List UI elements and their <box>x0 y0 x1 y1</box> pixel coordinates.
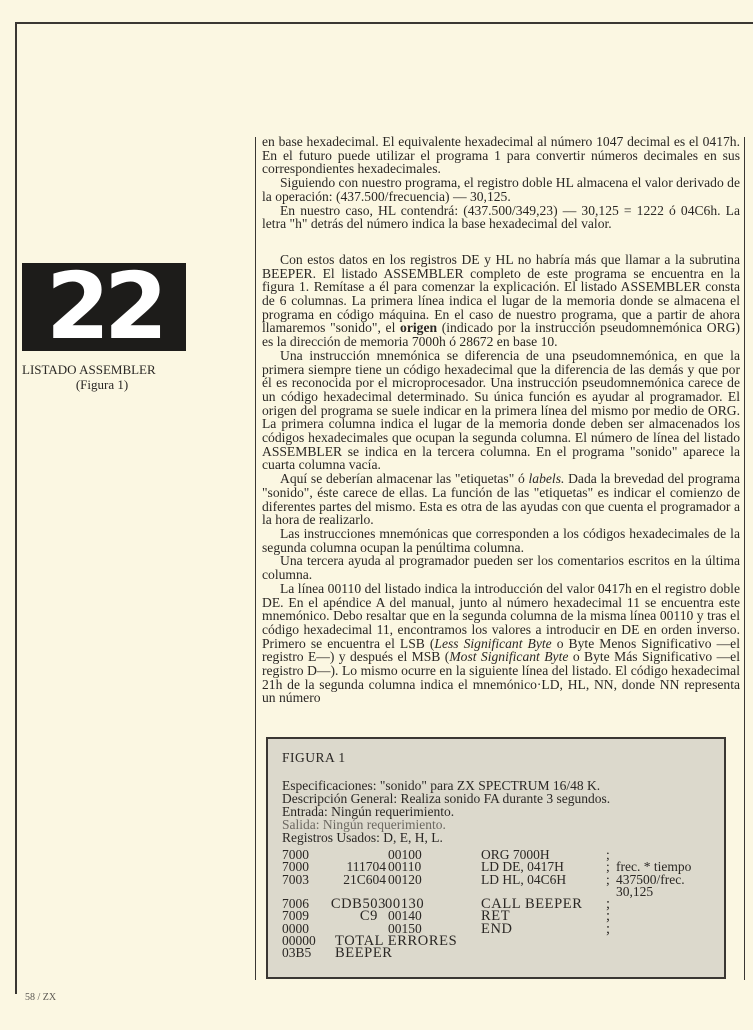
paragraph-1: en base hexadecimal. El equivalente hexadecimal al número 1047 decimal es el 0417h. En el futuro puede utilizar el programa 1 para convertir números decimales en sus correspondientes hexadecimales. <box>262 134 740 177</box>
comment-marker: ; <box>606 920 611 937</box>
text-run: La línea 00110 del listado indica la introducción del valor 0417h en el registro doble DE. En el apéndice A del manual, junto al número hexadecimal 11 se encuentra este mnemónico. Debo resaltar que en la segunda columna de la misma línea 00110 y tras el código hexadecimal 11, encontramos los valores a introducir en DE en orden inverso. Primero se encuentra el LSB ( <box>262 580 740 651</box>
paragraph-8: Una tercera ayuda al programador pueden ser los comentarios escritos en la última columna. <box>262 553 740 583</box>
figure-title: FIGURA 1 <box>282 750 346 765</box>
section-figure-ref: (Figura 1) <box>75 377 129 392</box>
address: 03B5 <box>282 945 312 961</box>
mnemonic: LD HL, 04C6H <box>481 871 567 887</box>
paragraph-3: En nuestro caso, HL contendrá: (437.500/349,23) — 30,125 = 1222 ó 04C6h. La letra "h" detrás del número indica la base hexadecimal del valor. <box>262 202 740 232</box>
paragraph-2: Siguiendo con nuestro programa, el registro doble HL almacena el valor derivado de la operación: (437.500/frecuencia) — 30,125. <box>262 175 740 204</box>
section-caption <box>22 362 182 392</box>
mnemonic: RET <box>481 908 511 925</box>
mnemonic: END <box>481 920 513 937</box>
comment-marker: ; <box>606 871 610 887</box>
figure-specs <box>282 779 610 844</box>
paragraph-9 <box>262 582 740 705</box>
comment-marker: ; <box>606 908 611 925</box>
mnemonic: ORG 7000H <box>481 847 550 862</box>
article-body <box>262 135 740 705</box>
address: 7000 <box>282 847 309 862</box>
text-run: Aquí se deberían almacenar las "etiquetas" ó <box>280 471 529 487</box>
italic-term: Most Significant Byte <box>449 649 569 665</box>
text-run: Dada la brevedad del programa "sonido", éste carece de ellas. La función de las "etiquetas" es indicar el comienzo de diferentes partes del mismo. Esta es otra de las ayudas con que cuenta el programador a la hora de realizarlo. <box>262 471 740 528</box>
spec-line: Descripción General: Realiza sonido FA durante 3 segundos. <box>282 791 611 806</box>
hex-code: 111704 <box>346 859 386 875</box>
section-number-badge: 22 <box>22 263 186 351</box>
paragraph-6 <box>262 472 740 527</box>
total-label: TOTAL ERRORES <box>335 933 458 950</box>
hex-code: CDB503 <box>330 896 386 913</box>
address: 7006 <box>282 896 309 912</box>
frame-left-rule <box>15 22 17 994</box>
line-number: 00150 <box>388 920 422 936</box>
address: 7000 <box>282 859 309 875</box>
line-number: 00130 <box>385 896 425 913</box>
comment: 30,125 <box>616 883 654 899</box>
line-number: 00100 <box>388 847 422 862</box>
paragraph-5: Una instrucción mnemónica se diferencia de una pseudomnemónica, en que la primera siempre tiene un código hexadecimal que la diferencia de las demás y que por él es reconocida por el microprocesador. Una instrucción pseudomnemónica carece de un código hexadecimal determinado. Su única función es ayudar al programador. El origen del programa se suele indicar en la primera línea del mismo por medio de ORG. La primera columna indica el lugar de la memoria donde deben ser almacenados los códigos hexadecimales que ocupan la segunda columna. El número de línea del listado ASSEMBLER se indica en la tercera columna. En el programa "sonido" aparece la cuarta columna vacía. <box>262 347 740 473</box>
comment-marker: ; <box>606 896 611 913</box>
address: 7003 <box>282 871 309 887</box>
section-title: LISTADO ASSEMBLER <box>22 362 156 377</box>
spec-line: Salida: Ningún requerimiento. <box>282 817 446 832</box>
comment: 437500/frec. <box>616 871 685 887</box>
spec-line: Entrada: Ningún requerimiento. <box>282 804 455 819</box>
comment-marker: ; <box>606 847 610 862</box>
hex-code: C9 <box>359 908 378 925</box>
address: 7009 <box>282 908 309 924</box>
address: 0000 <box>282 920 309 936</box>
paragraph-4 <box>262 253 740 349</box>
column-rule-left <box>255 137 256 980</box>
text-run: o Byte Menos Significativo —el registro E—) y después el MSB ( <box>262 635 740 665</box>
italic-term: Less Significant Byte <box>434 635 552 651</box>
comment: frec. * tiempo <box>616 859 692 875</box>
text-run: Con estos datos en los registros DE y HL no habría más que llamar a la subrutina BEEPER. El listado ASSEMBLER completo de este programa se encuentra en la figura 1. Remítase a él para comenzar la explicación. El listado ASSEMBLER consta de 6 columnas. La primera línea indica el lugar de la memoria donde se almacena el programa en código máquina. En el caso de nuestro programa, que a partir de ahora llamaremos "sonido", el <box>262 251 740 336</box>
line-number: 00120 <box>388 871 422 887</box>
page-footer: 58 / ZX <box>25 992 57 1003</box>
column-rule-right <box>744 137 745 980</box>
comment-marker: ; <box>606 859 610 875</box>
figure-1-listing <box>266 737 726 979</box>
text-run: o Byte Más Significativo —el registro D—). Lo mismo ocurre en la siguiente línea del listado. El código hexadecimal 21h de la segunda columna indica el mnemónico·LD, HL, NN, donde NN representa un número <box>262 649 740 706</box>
line-number: 00110 <box>388 859 422 875</box>
paragraph-7: Las instrucciones mnemónicas que corresponden a los códigos hexadecimales de la segunda columna ocupan la penúltima columna. <box>262 525 740 555</box>
bold-term: origen <box>400 320 438 336</box>
text-run: (indicado por la instrucción pseudomnemónica ORG) es la dirección de memoria 7000h ó 28672 en base 10. <box>262 320 740 350</box>
hex-code: 21C604 <box>343 871 386 887</box>
mnemonic: LD DE, 0417H <box>481 859 564 875</box>
spec-line: Especificaciones: "sonido" para ZX SPECTRUM 16/48 K. <box>282 778 601 793</box>
frame-top-rule <box>15 22 753 24</box>
mnemonic: CALL BEEPER <box>481 896 583 913</box>
line-number: 00140 <box>388 908 422 924</box>
italic-term: labels. <box>528 471 565 487</box>
address: 00000 <box>282 933 316 949</box>
spec-line: Registros Usados: D, E, H, L. <box>282 830 443 845</box>
symbol-label: BEEPER <box>335 945 393 962</box>
